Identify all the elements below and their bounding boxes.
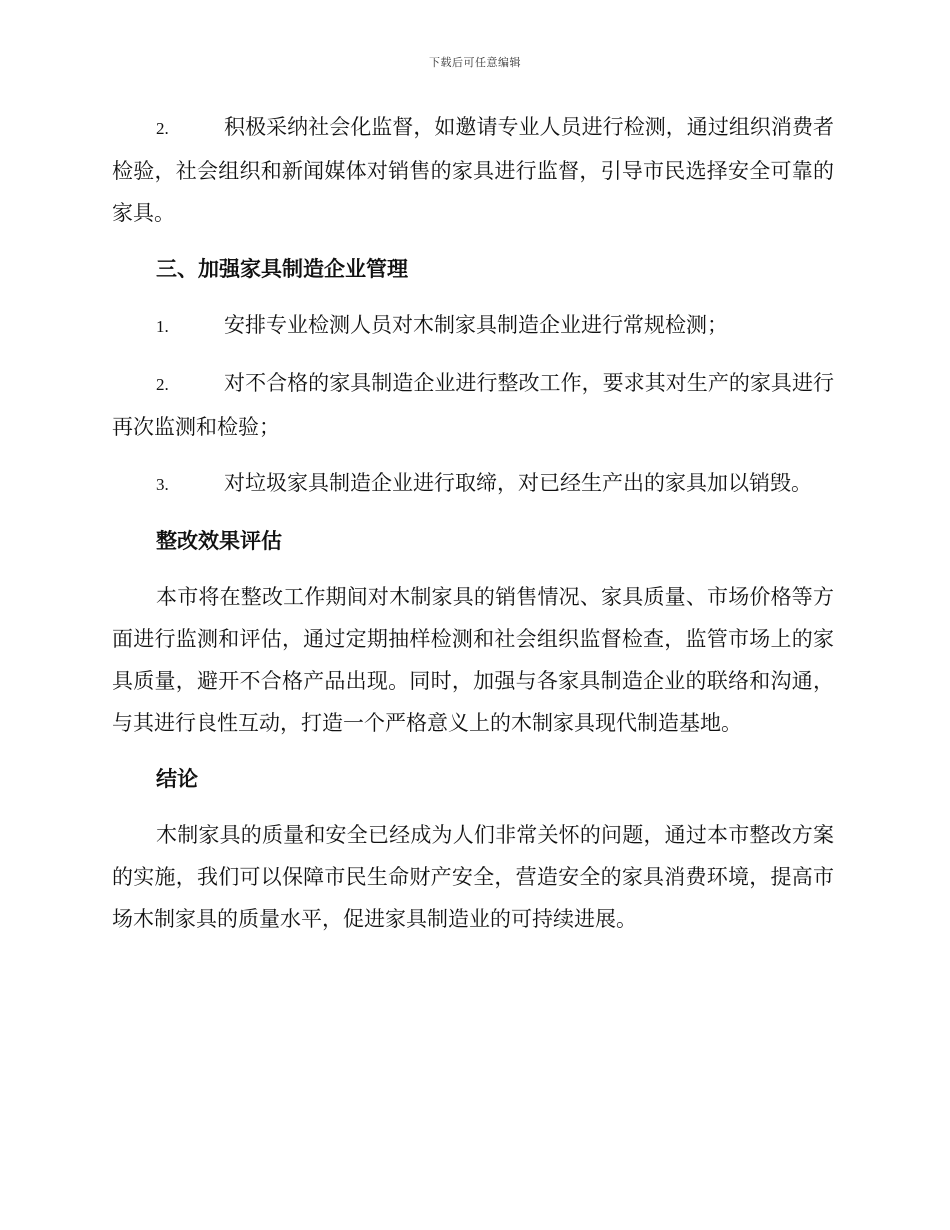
header-note: 下载后可任意编辑 [429, 56, 521, 69]
section-heading-enterprise-management: 三、加强家具制造企业管理 [156, 257, 408, 281]
document-body [112, 106, 834, 954]
list-number: 3. [156, 475, 169, 494]
list-number: 2. [156, 375, 169, 394]
conclusion-paragraph: 木制家具的质量和安全已经成为人们非常关怀的问题，通过本市整改方案的实施，我们可以保障市民生命财产安全，营造安全的家具消费环境，提高市场木制家具的质量水平，促进家具制造业的可持续进展。 [112, 823, 834, 931]
list-item [112, 304, 834, 348]
list-text: 对垃圾家具制造企业进行取缔，对已经生产出的家具加以销毁。 [224, 471, 812, 495]
list-number: 1. [156, 317, 169, 336]
list-text: 积极采纳社会化监督，如邀请专业人员进行检测，通过组织消费者检验，社会组织和新闻媒体对销售的家具进行监督，引导市民选择安全可靠的家具。 [112, 115, 834, 225]
list-number: 2. [156, 119, 169, 138]
list-text: 安排专业检测人员对木制家具制造企业进行常规检测； [224, 313, 728, 337]
list-item-supervision [112, 106, 834, 234]
list-text: 对不合格的家具制造企业进行整改工作，要求其对生产的家具进行再次监测和检验； [112, 371, 834, 439]
section-heading-evaluation: 整改效果评估 [156, 529, 282, 553]
evaluation-paragraph: 本市将在整改工作期间对木制家具的销售情况、家具质量、市场价格等方面进行监测和评估，通过定期抽样检测和社会组织监督检查，监管市场上的家具质量，避开不合格产品出现。同时，加强与各家具制造企业的联络和沟通，与其进行良性互动，打造一个严格意义上的木制家具现代制造基地。 [112, 585, 834, 735]
list-item [112, 362, 834, 448]
list-item [112, 462, 834, 506]
section-heading-conclusion: 结论 [156, 767, 198, 791]
